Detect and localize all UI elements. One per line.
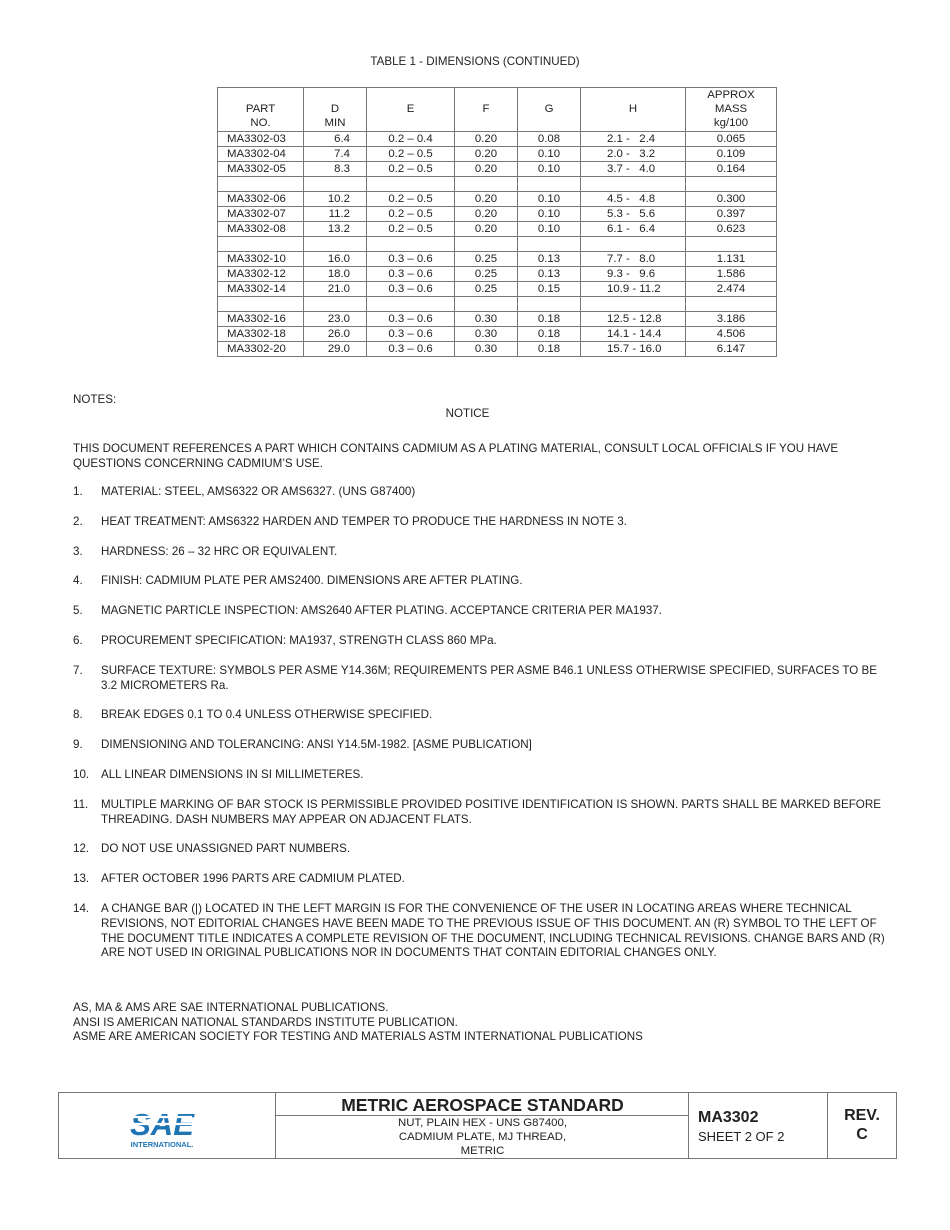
cell-h: 3.7 - 4.0 <box>581 162 686 177</box>
cell-f: 0.30 <box>455 327 518 342</box>
header-part: PART NO. <box>218 88 304 132</box>
cell-part: MA3302-04 <box>218 147 304 162</box>
cell-mass: 6.147 <box>686 342 777 357</box>
cell-mass: 0.300 <box>686 192 777 207</box>
cell-f: 0.30 <box>455 312 518 327</box>
dimensions-table <box>217 87 777 357</box>
table-body <box>218 132 777 357</box>
header-h: H <box>581 88 686 132</box>
cell-g: 0.10 <box>518 162 581 177</box>
table-row <box>218 147 777 162</box>
cell-h: 7.7 - 8.0 <box>581 252 686 267</box>
table-row <box>218 342 777 357</box>
cell-e: 0.3 – 0.6 <box>367 327 455 342</box>
cell-mass: 0.623 <box>686 222 777 237</box>
note-item <box>73 768 893 783</box>
title-block <box>58 1092 897 1159</box>
note-item <box>73 634 893 649</box>
notes-label: NOTES: <box>73 393 117 406</box>
cell-g: 0.18 <box>518 312 581 327</box>
cell-mass: 1.131 <box>686 252 777 267</box>
note-item <box>73 902 893 961</box>
table-row <box>218 252 777 267</box>
note-item <box>73 515 893 530</box>
description-line: METRIC <box>460 1145 505 1157</box>
cell-e: 0.2 – 0.4 <box>367 132 455 147</box>
table-row <box>218 327 777 342</box>
header-f: F <box>455 88 518 132</box>
cell-mass: 4.506 <box>686 327 777 342</box>
reference-line: AS, MA & AMS ARE SAE INTERNATIONAL PUBLICATIONS. <box>73 1001 389 1014</box>
document-number: MA3302 <box>698 1109 759 1126</box>
cell-f: 0.25 <box>455 282 518 297</box>
note-item <box>73 798 893 828</box>
revision-value: C <box>856 1126 868 1143</box>
note-item <box>73 485 893 500</box>
header-d: D MIN <box>304 88 367 132</box>
cell-part: MA3302-12 <box>218 267 304 282</box>
cell-d: 13.2 <box>304 222 367 237</box>
cell-h: 14.1 - 14.4 <box>581 327 686 342</box>
part-description <box>276 1116 689 1158</box>
cell-mass: 3.186 <box>686 312 777 327</box>
header-g: G <box>518 88 581 132</box>
cell-d: 18.0 <box>304 267 367 282</box>
cell-h: 5.3 - 5.6 <box>581 207 686 222</box>
standard-title: METRIC AEROSPACE STANDARD <box>276 1093 689 1116</box>
notice-heading: NOTICE <box>445 407 490 420</box>
cell-part: MA3302-10 <box>218 252 304 267</box>
cell-g: 0.13 <box>518 267 581 282</box>
cell-e: 0.3 – 0.6 <box>367 267 455 282</box>
cell-d: 26.0 <box>304 327 367 342</box>
cell-h: 6.1 - 6.4 <box>581 222 686 237</box>
cell-f: 0.20 <box>455 132 518 147</box>
note-number: 7. <box>73 663 83 677</box>
description-line: CADMIUM PLATE, MJ THREAD, <box>398 1131 567 1143</box>
revision-cell <box>827 1093 896 1158</box>
title-cell <box>275 1093 689 1158</box>
cell-h: 2.0 - 3.2 <box>581 147 686 162</box>
note-text: AFTER OCTOBER 1996 PARTS ARE CADMIUM PLATED. <box>101 872 405 886</box>
cell-f: 0.20 <box>455 147 518 162</box>
note-text: HARDNESS: 26 – 32 HRC OR EQUIVALENT. <box>101 544 338 558</box>
note-number: 3. <box>73 544 83 558</box>
sheet-number: SHEET 2 OF 2 <box>698 1129 785 1144</box>
note-number: 8. <box>73 708 83 722</box>
note-number: 1. <box>73 485 83 498</box>
cell-d: 23.0 <box>304 312 367 327</box>
cell-mass: 0.397 <box>686 207 777 222</box>
description-line: NUT, PLAIN HEX - UNS G87400, <box>397 1117 568 1129</box>
note-text: PROCUREMENT SPECIFICATION: MA1937, STRENGTH CLASS 860 MPa. <box>101 633 497 647</box>
cell-d: 11.2 <box>304 207 367 222</box>
table-row <box>218 267 777 282</box>
cell-part: MA3302-08 <box>218 222 304 237</box>
cell-g: 0.08 <box>518 132 581 147</box>
cell-f: 0.20 <box>455 192 518 207</box>
cell-part: MA3302-06 <box>218 192 304 207</box>
cell-f: 0.25 <box>455 267 518 282</box>
note-text: BREAK EDGES 0.1 TO 0.4 UNLESS OTHERWISE SPECIFIED. <box>101 708 433 722</box>
header-mass: APPROX MASS kg/100 <box>686 88 777 132</box>
table-caption: TABLE 1 - DIMENSIONS (CONTINUED) <box>370 55 580 68</box>
note-item <box>73 708 893 723</box>
revision <box>828 1106 896 1144</box>
cell-h: 10.9 - 11.2 <box>581 282 686 297</box>
table-header-row <box>218 88 777 132</box>
cell-f: 0.20 <box>455 162 518 177</box>
cell-h: 4.5 - 4.8 <box>581 192 686 207</box>
cell-g: 0.10 <box>518 222 581 237</box>
cell-f: 0.30 <box>455 342 518 357</box>
table-row <box>218 192 777 207</box>
cell-part: MA3302-20 <box>218 342 304 357</box>
cell-g: 0.13 <box>518 252 581 267</box>
cell-h: 15.7 - 16.0 <box>581 342 686 357</box>
note-number: 10. <box>73 767 90 781</box>
sae-logo <box>128 1105 198 1151</box>
table-row <box>218 282 777 297</box>
cell-e: 0.3 – 0.6 <box>367 342 455 357</box>
cell-g: 0.18 <box>518 342 581 357</box>
cell-d: 16.0 <box>304 252 367 267</box>
doc-number-cell <box>688 1093 828 1158</box>
cell-e: 0.2 – 0.5 <box>367 162 455 177</box>
cell-mass: 1.586 <box>686 267 777 282</box>
reference-line: ASME ARE AMERICAN SOCIETY FOR TESTING AND MATERIALS ASTM INTERNATIONAL PUBLICATIONS <box>73 1030 643 1044</box>
sae-logo-subtext: INTERNATIONAL. <box>130 1140 194 1149</box>
note-text: DO NOT USE UNASSIGNED PART NUMBERS. <box>101 842 351 856</box>
logo-cell <box>58 1093 274 1158</box>
cell-mass: 2.474 <box>686 282 777 297</box>
note-number: 14. <box>73 901 90 915</box>
note-item <box>73 664 893 694</box>
cell-g: 0.10 <box>518 192 581 207</box>
note-text: A CHANGE BAR (|) LOCATED IN THE LEFT MARGIN IS FOR THE CONVENIENCE OF THE USER IN LOCATING AREAS WHERE TECHNICAL REVISIONS, NOT EDITORIAL CHANGES HAVE BEEN MADE TO THE PREVIOUS ISSUE OF THIS DOCUMENT. AN (R) SYMBOL TO THE LEFT OF THE DOCUMENT TITLE INDICATES A COMPLETE REVISION OF THE DOCUMENT, INCLUDING TECHNICAL REVISIONS. CHANGE BARS AND (R) ARE NOT USED IN ORIGINAL PUBLICATIONS NOR IN DOCUMENTS THAT CONTAIN EDITORIAL CHANGES ONLY. <box>101 901 885 960</box>
cell-d: 21.0 <box>304 282 367 297</box>
note-number: 6. <box>73 633 83 647</box>
note-text: DIMENSIONING AND TOLERANCING: ANSI Y14.5M-1982. [ASME PUBLICATION] <box>101 738 532 752</box>
note-number: 11. <box>73 797 89 811</box>
note-number: 9. <box>73 738 83 752</box>
table-spacer-row <box>218 177 777 192</box>
cell-h: 12.5 - 12.8 <box>581 312 686 327</box>
cell-mass: 0.109 <box>686 147 777 162</box>
cell-f: 0.20 <box>455 207 518 222</box>
notice-text: THIS DOCUMENT REFERENCES A PART WHICH CONTAINS CADMIUM AS A PLATING MATERIAL, CONSULT LOCAL OFFICIALS IF YOU HAVE QUESTIONS CONCERNING CADMIUM’S USE. <box>73 442 839 470</box>
note-text: SURFACE TEXTURE: SYMBOLS PER ASME Y14.36M; REQUIREMENTS PER ASME B46.1 UNLESS OTHERWISE SPECIFIED, SURFACES TO BE 3.2 MICROMETERS Ra. <box>101 663 877 692</box>
cell-mass: 0.065 <box>686 132 777 147</box>
table-row <box>218 132 777 147</box>
note-text: MATERIAL: STEEL, AMS6322 OR AMS6327. (UNS G87400) <box>101 485 416 498</box>
cell-g: 0.18 <box>518 327 581 342</box>
table-spacer-row <box>218 297 777 312</box>
header-e: E <box>367 88 455 132</box>
cell-part: MA3302-18 <box>218 327 304 342</box>
note-item <box>73 738 893 753</box>
note-item <box>73 604 893 619</box>
table-spacer-row <box>218 237 777 252</box>
cell-d: 8.3 <box>304 162 367 177</box>
references <box>73 1001 643 1045</box>
cell-d: 7.4 <box>304 147 367 162</box>
cell-part: MA3302-05 <box>218 162 304 177</box>
cell-part: MA3302-07 <box>218 207 304 222</box>
cell-h: 2.1 - 2.4 <box>581 132 686 147</box>
note-number: 2. <box>73 514 83 528</box>
table-row <box>218 222 777 237</box>
cell-mass: 0.164 <box>686 162 777 177</box>
note-item <box>73 872 893 887</box>
note-text: ALL LINEAR DIMENSIONS IN SI MILLIMETERES. <box>101 767 364 781</box>
cell-part: MA3302-14 <box>218 282 304 297</box>
note-number: 13. <box>73 872 90 886</box>
note-item <box>73 545 893 560</box>
note-text: MAGNETIC PARTICLE INSPECTION: AMS2640 AFTER PLATING. ACCEPTANCE CRITERIA PER MA1937. <box>101 604 662 618</box>
cell-g: 0.10 <box>518 207 581 222</box>
cell-d: 29.0 <box>304 342 367 357</box>
cell-e: 0.3 – 0.6 <box>367 282 455 297</box>
cell-part: MA3302-03 <box>218 132 304 147</box>
note-text: FINISH: CADMIUM PLATE PER AMS2400. DIMENSIONS ARE AFTER PLATING. <box>101 574 523 588</box>
note-item <box>73 574 893 589</box>
cell-e: 0.2 – 0.5 <box>367 222 455 237</box>
cell-d: 6.4 <box>304 132 367 147</box>
note-number: 5. <box>73 604 83 618</box>
note-item <box>73 842 893 857</box>
table-row <box>218 312 777 327</box>
table-row <box>218 162 777 177</box>
cell-e: 0.2 – 0.5 <box>367 207 455 222</box>
cell-part: MA3302-16 <box>218 312 304 327</box>
note-number: 12. <box>73 842 90 856</box>
note-text: HEAT TREATMENT: AMS6322 HARDEN AND TEMPER TO PRODUCE THE HARDNESS IN NOTE 3. <box>101 514 627 528</box>
cell-e: 0.3 – 0.6 <box>367 312 455 327</box>
notes-list <box>73 485 893 976</box>
cell-e: 0.3 – 0.6 <box>367 252 455 267</box>
cell-h: 9.3 - 9.6 <box>581 267 686 282</box>
table-row <box>218 207 777 222</box>
cell-g: 0.15 <box>518 282 581 297</box>
note-text: MULTIPLE MARKING OF BAR STOCK IS PERMISSIBLE PROVIDED POSITIVE IDENTIFICATION IS SHOWN. PARTS SHALL BE MARKED BEFORE THREADING. DASH NUMBERS MAY APPEAR ON ADJACENT FLATS. <box>101 797 881 826</box>
cell-f: 0.25 <box>455 252 518 267</box>
cell-g: 0.10 <box>518 147 581 162</box>
reference-line: ANSI IS AMERICAN NATIONAL STANDARDS INSTITUTE PUBLICATION. <box>73 1015 458 1029</box>
note-number: 4. <box>73 574 83 588</box>
sae-logo-wordmark: SAE <box>130 1107 194 1142</box>
cell-f: 0.20 <box>455 222 518 237</box>
cell-d: 10.2 <box>304 192 367 207</box>
revision-label: REV. <box>844 1107 880 1124</box>
cell-e: 0.2 – 0.5 <box>367 192 455 207</box>
cell-e: 0.2 – 0.5 <box>367 147 455 162</box>
